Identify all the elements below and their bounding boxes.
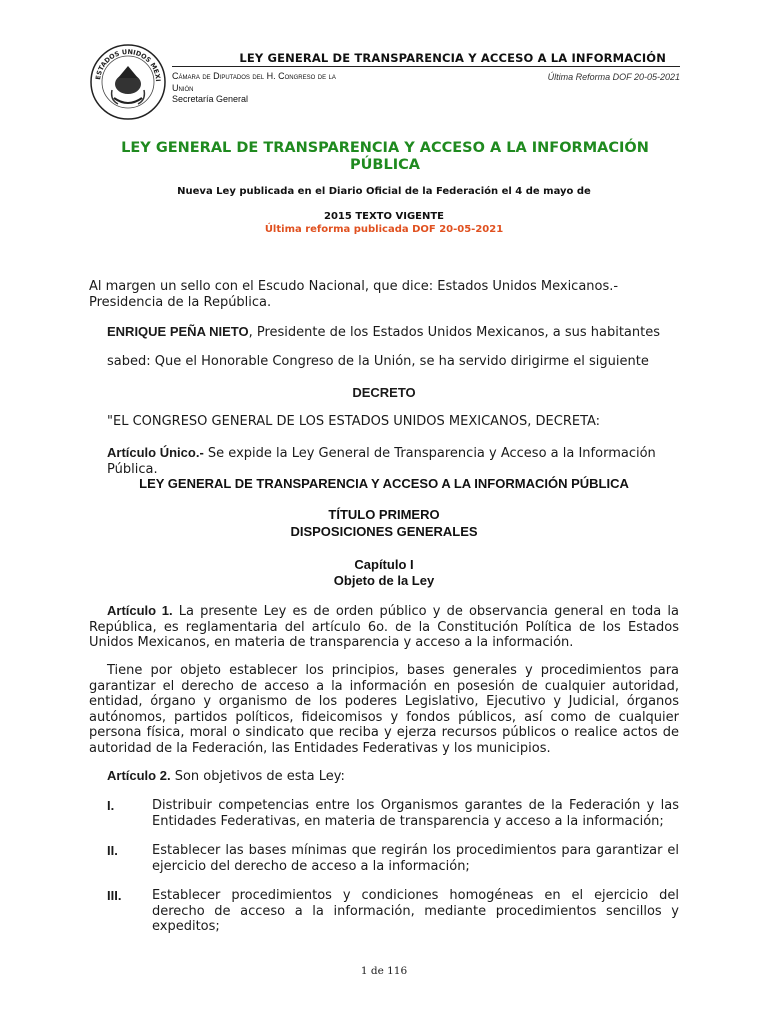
- articulo-unico-text: Se expide la Ley General de Transparencia y Acceso a la Información Pública.: [107, 446, 656, 477]
- seal-text: ESTADOS UNIDOS MEXI: [94, 47, 163, 82]
- law-title-heading: LEY GENERAL DE TRANSPARENCIA Y ACCESO A LA INFORMACIÓN PÚBLICA: [139, 476, 629, 491]
- article-1-label: Artículo 1.: [107, 603, 173, 618]
- header-reform-date: Última Reforma DOF 20-05-2021: [547, 72, 680, 82]
- articulo-unico-label: Artículo Único.-: [107, 445, 204, 460]
- article-1-text: La presente Ley es de orden público y de observancia general en toda la República, es reglamentaria del artículo 6o. de la Constitución Política de los Estados Unidos Mexicanos, en materia de transparencia y acceso a la información.: [89, 604, 679, 650]
- titulo-heading: TÍTULO PRIMERO: [328, 507, 440, 522]
- publication-note: Nueva Ley publicada en el Diario Oficial de la Federación el 4 de mayo de: [177, 186, 591, 197]
- list-item-numeral: I.: [107, 798, 115, 813]
- article-2-label: Artículo 2.: [107, 768, 171, 783]
- list-item-text: Establecer procedimientos y condiciones homogéneas en el ejercicio del derecho de acceso a la información, mediante procedimientos sencillos y expeditos;: [152, 888, 679, 934]
- president-rest: , Presidente de los Estados Unidos Mexicanos, a sus habitantes: [248, 325, 660, 340]
- header-secretaria: Secretaría General: [172, 94, 249, 104]
- last-reform-note: Última reforma publicada DOF 20-05-2021: [264, 224, 504, 235]
- header-organization: [172, 70, 357, 94]
- titulo-name: DISPOSICIONES GENERALES: [290, 524, 478, 539]
- list-item-numeral: II.: [107, 843, 118, 858]
- title-line-1: LEY GENERAL DE TRANSPARENCIA Y ACCESO A LA INFORMACIÓN: [121, 140, 649, 156]
- org-line-1: Cámara de Diputados del H. Congreso de la: [172, 71, 336, 81]
- article-1-paragraph-2: Tiene por objeto establecer los principios, bases generales y procedimientos para garantizar el derecho de acceso a la información en posesión de cualquier autoridad, entidad, órgano y organismo de los poderes Legislativo, Ejecutivo y Judicial, órganos autónomos, partidos políticos, fideicomisos y fondos públicos, así como de cualquier persona física, moral o sindicato que reciba y ejerza recursos públicos o realice actos de autoridad de la Federación, las Entidades Federativas y los municipios.: [89, 663, 679, 756]
- org-line-2: Unión: [172, 83, 194, 93]
- preamble-sabed: sabed: Que el Honorable Congreso de la Unión, se ha servido dirigirme el siguiente: [107, 354, 649, 369]
- list-item-text: Distribuir competencias entre los Organismos garantes de la Federación y las Entidades Federativas, en materia de transparencia y acceso a la información;: [152, 798, 679, 829]
- preamble-president: [107, 324, 707, 341]
- article-2: [107, 768, 687, 785]
- preamble-seal: Al margen un sello con el Escudo Nacional, que dice: Estados Unidos Mexicanos.- Presidencia de la República.: [89, 279, 619, 310]
- page-number: 1 de 116: [360, 965, 408, 977]
- decreto-heading: DECRETO: [352, 385, 416, 400]
- list-item-text: Establecer las bases mínimas que regirán los procedimientos para garantizar el ejercicio del derecho de acceso a la información;: [152, 843, 679, 874]
- capitulo-heading: Capítulo I: [354, 557, 414, 572]
- header-divider: [172, 66, 680, 67]
- document-title: [104, 140, 666, 174]
- title-line-2: PÚBLICA: [350, 157, 420, 173]
- header-title: LEY GENERAL DE TRANSPARENCIA Y ACCESO A LA INFORMACIÓN: [239, 51, 666, 65]
- articulo-unico: [107, 445, 707, 477]
- national-seal-icon: [88, 42, 168, 122]
- vigente-note: 2015 TEXTO VIGENTE: [324, 211, 444, 222]
- capitulo-name: Objeto de la Ley: [333, 573, 435, 588]
- decreta-line: "EL CONGRESO GENERAL DE LOS ESTADOS UNIDOS MEXICANOS, DECRETA:: [107, 414, 601, 429]
- president-name: ENRIQUE PEÑA NIETO: [107, 324, 249, 339]
- list-item-numeral: III.: [107, 888, 122, 903]
- article-1: [89, 603, 679, 651]
- article-2-text: Son objetivos de esta Ley:: [170, 769, 345, 784]
